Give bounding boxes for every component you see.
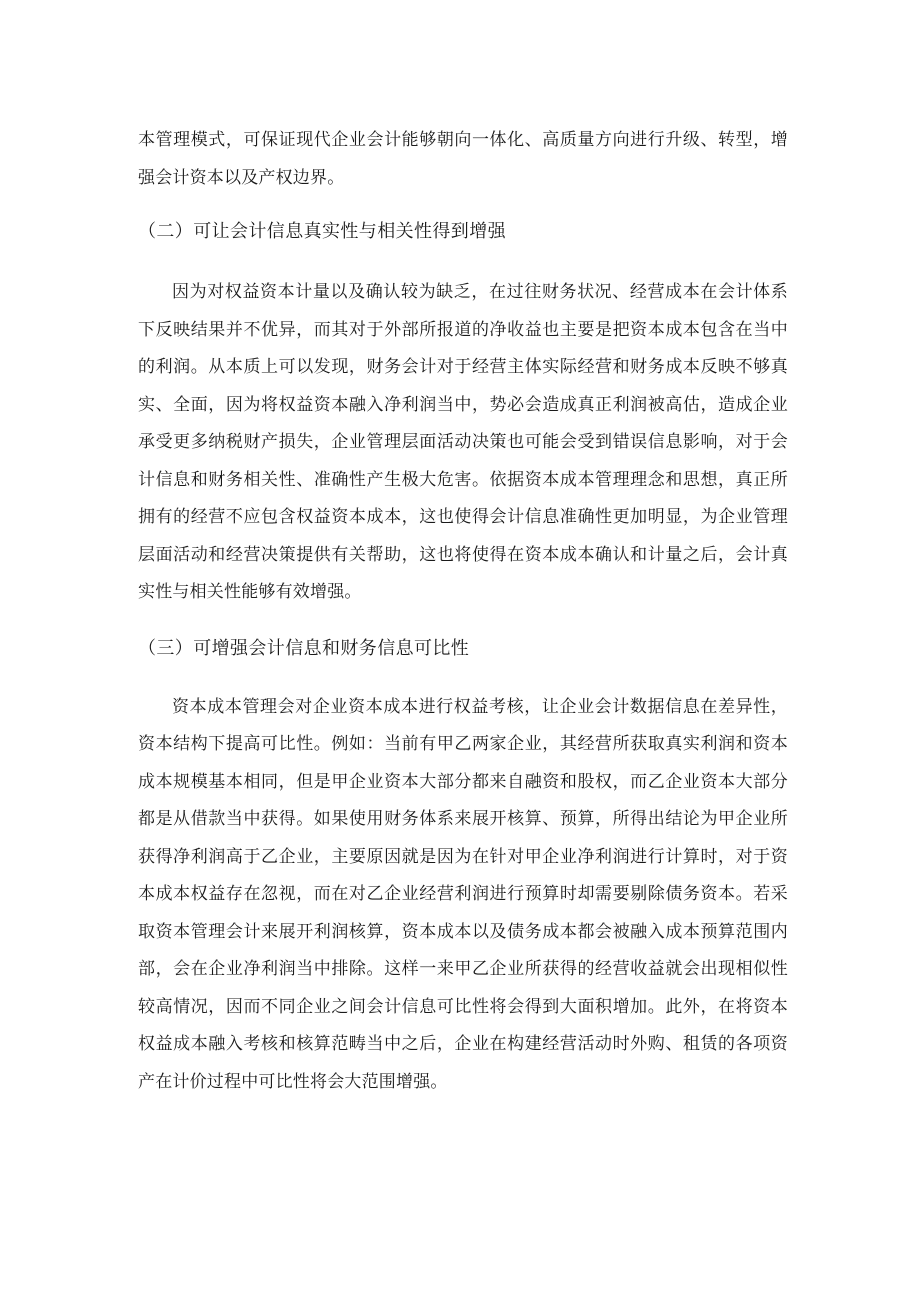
section-heading-2: （二）可让会计信息真实性与相关性得到增强 [138,221,506,242]
paragraph-section-2: 因为对权益资本计量以及确认较为缺乏，在过往财务状况、经营成本在会计体系下反映结果并不优异，而其对于外部所报道的净收益也主要是把资本成本包含在当中的利润。从本质上可以发现，财务会计对于经营主体实际经营和财务成本反映不够真实、全面，因为将权益资本融入净利润当中，势必会造成真正利润被高估，造成企业承受更多纳税财产损失，企业管理层面活动决策也可能会受到错误信息影响，对于会计信息和财务相关性、准确性产生极大危害。依据资本成本管理理念和思想，真正所拥有的经营不应包含权益资本成本，这也使得会计信息准确性更加明显，为企业管理层面活动和经营决策提供有关帮助，这也将使得在资本成本确认和计量之后，会计真实性与相关性能够有效增强。 [138,282,788,602]
paragraph-continuation: 本管理模式，可保证现代企业会计能够朝向一体化、高质量方向进行升级、转型，增强会计资本以及产权边界。 [138,130,788,188]
document-body [138,122,788,1101]
paragraph-section-3: 资本成本管理会对企业资本成本进行权益考核，让企业会计数据信息在差异性，资本结构下提高可比性。例如：当前有甲乙两家企业，其经营所获取真实利润和资本成本规模基本相同，但是甲企业资本大部分都来自融资和股权，而乙企业资本大部分都是从借款当中获得。如果使用财务体系来展开核算、预算，所得出结论为甲企业所获得净利润高于乙企业，主要原因就是因为在针对甲企业净利润进行计算时，对于资本成本权益存在忽视，而在对乙企业经营利润进行预算时却需要剔除债务资本。若采取资本管理会计来展开利润核算，资本成本以及债务成本都会被融入成本预算范围内部，会在企业净利润当中排除。这样一来甲乙企业所获得的经营收益就会出现相似性较高情况，因而不同企业之间会计信息可比性将会得到大面积增加。此外，在将资本权益成本融入考核和核算范畴当中之后，企业在构建经营活动时外购、租赁的各项资产在计价过程中可比性将会大范围增强。 [138,696,788,1092]
section-heading-3: （三）可增强会计信息和财务信息可比性 [138,637,470,659]
